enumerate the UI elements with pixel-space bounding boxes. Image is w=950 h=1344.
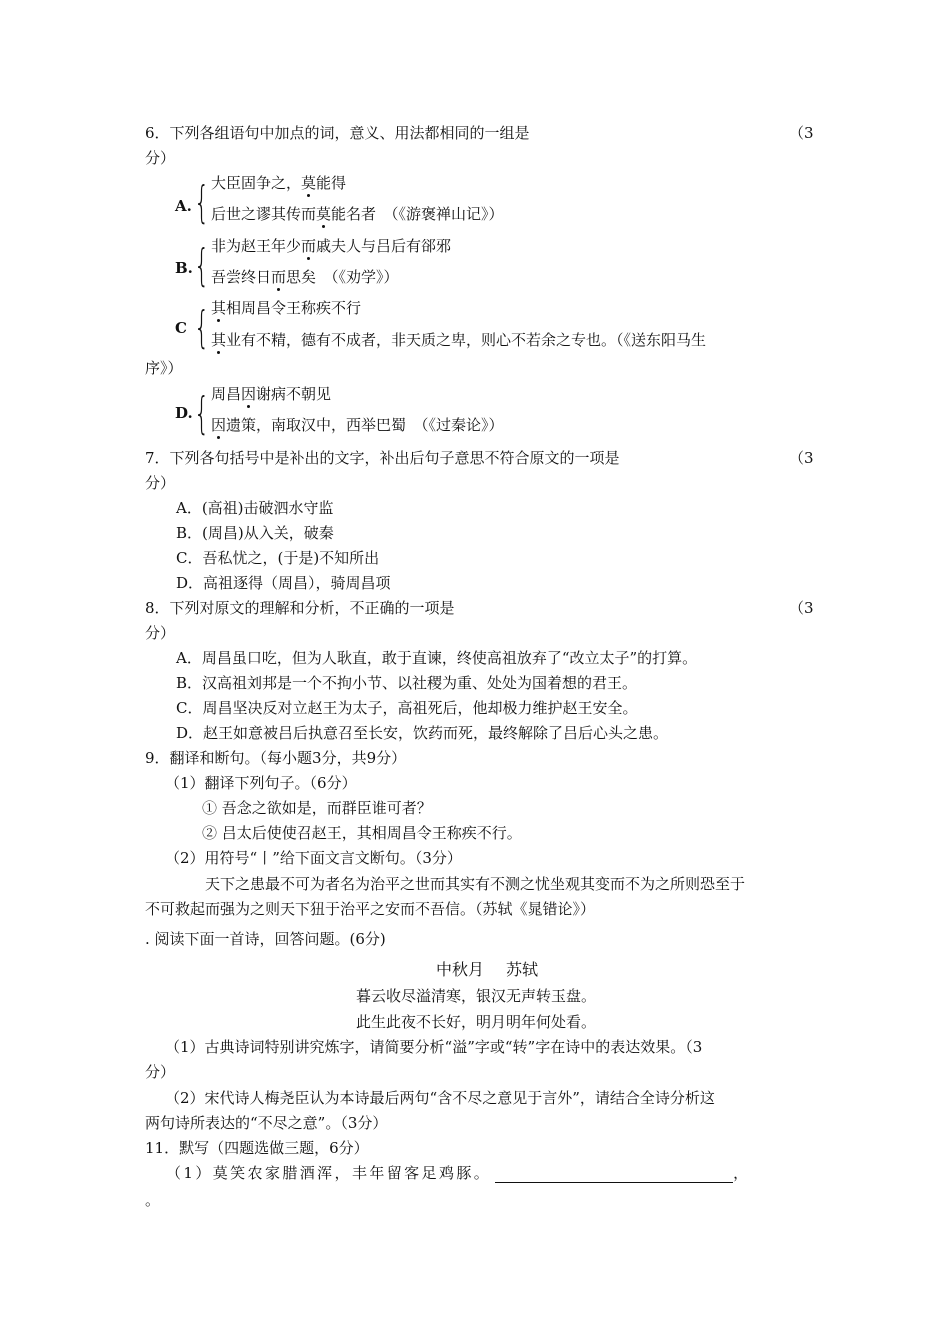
- dotted-char: 莫: [301, 174, 317, 192]
- q6-option-d-line1: 周昌因谢病不朝见: [211, 385, 332, 403]
- q8-option-c: C．周昌坚决反对立赵王为太子，高祖死后，他却极力维护赵王安全。: [176, 699, 638, 717]
- q11-item1-next: 。: [145, 1191, 161, 1209]
- poem-title: 中秋月 苏轼: [436, 960, 539, 979]
- q8-score: （3: [789, 599, 814, 617]
- answer-blank[interactable]: [495, 1166, 733, 1183]
- q7-score: （3: [789, 449, 814, 467]
- q6-option-d-line2: 因遗策，南取汉中，西举巴蜀 （《过秦论》）: [211, 416, 504, 434]
- q6-option-c-line2: 其业有不精，德有不成者，非天质之卑，则心不若余之专也。（《送东阳马生: [211, 331, 707, 349]
- poem-line2: 此生此夜不长好，明月明年何处看。: [356, 1013, 597, 1031]
- q6-option-b-letter: B.: [175, 259, 193, 277]
- q9-sentence2: ② 吕太后使使召赵王，其相周昌令王称疾不行。: [202, 824, 522, 842]
- q9-stem: 9．翻译和断句。（每小题3分，共9分）: [145, 749, 407, 767]
- q8-option-b: B．汉高祖刘邦是一个不拘小节、以社稷为重、处处为国着想的君王。: [176, 674, 638, 692]
- dotted-char: 因: [211, 416, 227, 434]
- q7-score-cont: 分）: [145, 474, 176, 492]
- q6-option-c-line1: 其相周昌令王称疾不行: [211, 299, 362, 317]
- q6-score-cont: 分）: [145, 149, 176, 167]
- q6-option-a-line2: 后世之谬其传而莫能名者 （《游褒禅山记》）: [211, 205, 504, 223]
- poem-line1: 暮云收尽溢清寒，银汉无声转玉盘。: [356, 987, 597, 1005]
- q7-option-a: A．(高祖)击破泗水守监: [176, 499, 334, 517]
- dotted-char: 其: [211, 299, 227, 317]
- q10-sub2: （2）宋代诗人梅尧臣认为本诗最后两句“含不尽之意见于言外”，请结合全诗分析这: [165, 1089, 715, 1107]
- q10-sub2-cont: 两句诗所表达的“不尽之意”。（3分）: [145, 1114, 388, 1132]
- q6-option-b-line2: 吾尝终日而思矣 （《劝学》）: [211, 268, 399, 286]
- q6-score: （3: [789, 124, 814, 142]
- q11-item1: （1）莫笑农家腊酒浑，丰年留客足鸡豚。 ，: [166, 1164, 749, 1182]
- q6-option-a-line1: 大臣固争之，莫能得: [211, 174, 347, 192]
- brace-icon: {: [194, 240, 210, 291]
- q8-option-a: A．周昌虽口吃，但为人耿直，敢于直谏，终使高祖放弃了“改立太子”的打算。: [176, 649, 698, 667]
- q6-option-a-letter: A.: [175, 197, 192, 215]
- q9-passage-line1: 天下之患最不可为者名为治平之世而其实有不测之忧坐观其变而不为之所则恐至于: [205, 875, 746, 893]
- dotted-char: 而: [271, 268, 287, 286]
- q10-stem: . 阅读下面一首诗，回答问题。(6分): [145, 930, 386, 948]
- q6-stem: 6．下列各组语句中加点的词，意义、用法都相同的一组是: [145, 124, 530, 142]
- q10-sub1: （1）古典诗词特别讲究炼字，请简要分析“溢”字或“转”字在诗中的表达效果。（3: [165, 1038, 703, 1056]
- q7-option-b: B．(周昌)从入关，破秦: [176, 524, 334, 542]
- q9-passage-line2: 不可救起而强为之则天下狃于治平之安而不吾信。（苏轼《晁错论》）: [145, 900, 596, 918]
- q11-stem: 11．默写（四题选做三题，6分）: [145, 1139, 369, 1157]
- q8-option-d: D．赵王如意被吕后执意召至长安，饮药而死，最终解除了吕后心头之患。: [176, 724, 669, 742]
- q6-option-d-letter: D.: [175, 404, 193, 422]
- q7-option-d: D．高祖逐得（周昌），骑周昌项: [176, 574, 391, 592]
- q8-score-cont: 分）: [145, 624, 176, 642]
- q9-part1: （1）翻译下列句子。（6分）: [165, 774, 357, 792]
- dotted-char: 其: [211, 331, 227, 349]
- brace-icon: {: [194, 388, 210, 439]
- q7-stem: 7．下列各句括号中是补出的文字，补出后句子意思不符合原文的一项是: [145, 449, 620, 467]
- q6-option-c-letter: C: [175, 319, 187, 337]
- q7-option-c: C．吾私忧之，(于是)不知所出: [176, 549, 380, 567]
- q10-sub1-cont: 分）: [145, 1063, 176, 1081]
- brace-icon: {: [194, 302, 210, 353]
- dotted-char: 莫: [316, 205, 332, 223]
- q9-sentence1: ① 吾念之欲如是，而群臣谁可者？: [202, 799, 432, 817]
- q6-option-b-line1: 非为赵王年少而戚夫人与吕后有郤邪: [211, 237, 452, 255]
- q6-option-c-line3: 序》）: [145, 359, 183, 377]
- dotted-char: 因: [241, 385, 257, 403]
- brace-icon: {: [194, 177, 210, 228]
- dotted-char: 而: [301, 237, 317, 255]
- q8-stem: 8．下列对原文的理解和分析，不正确的一项是: [145, 599, 455, 617]
- q9-part2: （2）用符号“丨”给下面文言文断句。（3分）: [165, 849, 462, 867]
